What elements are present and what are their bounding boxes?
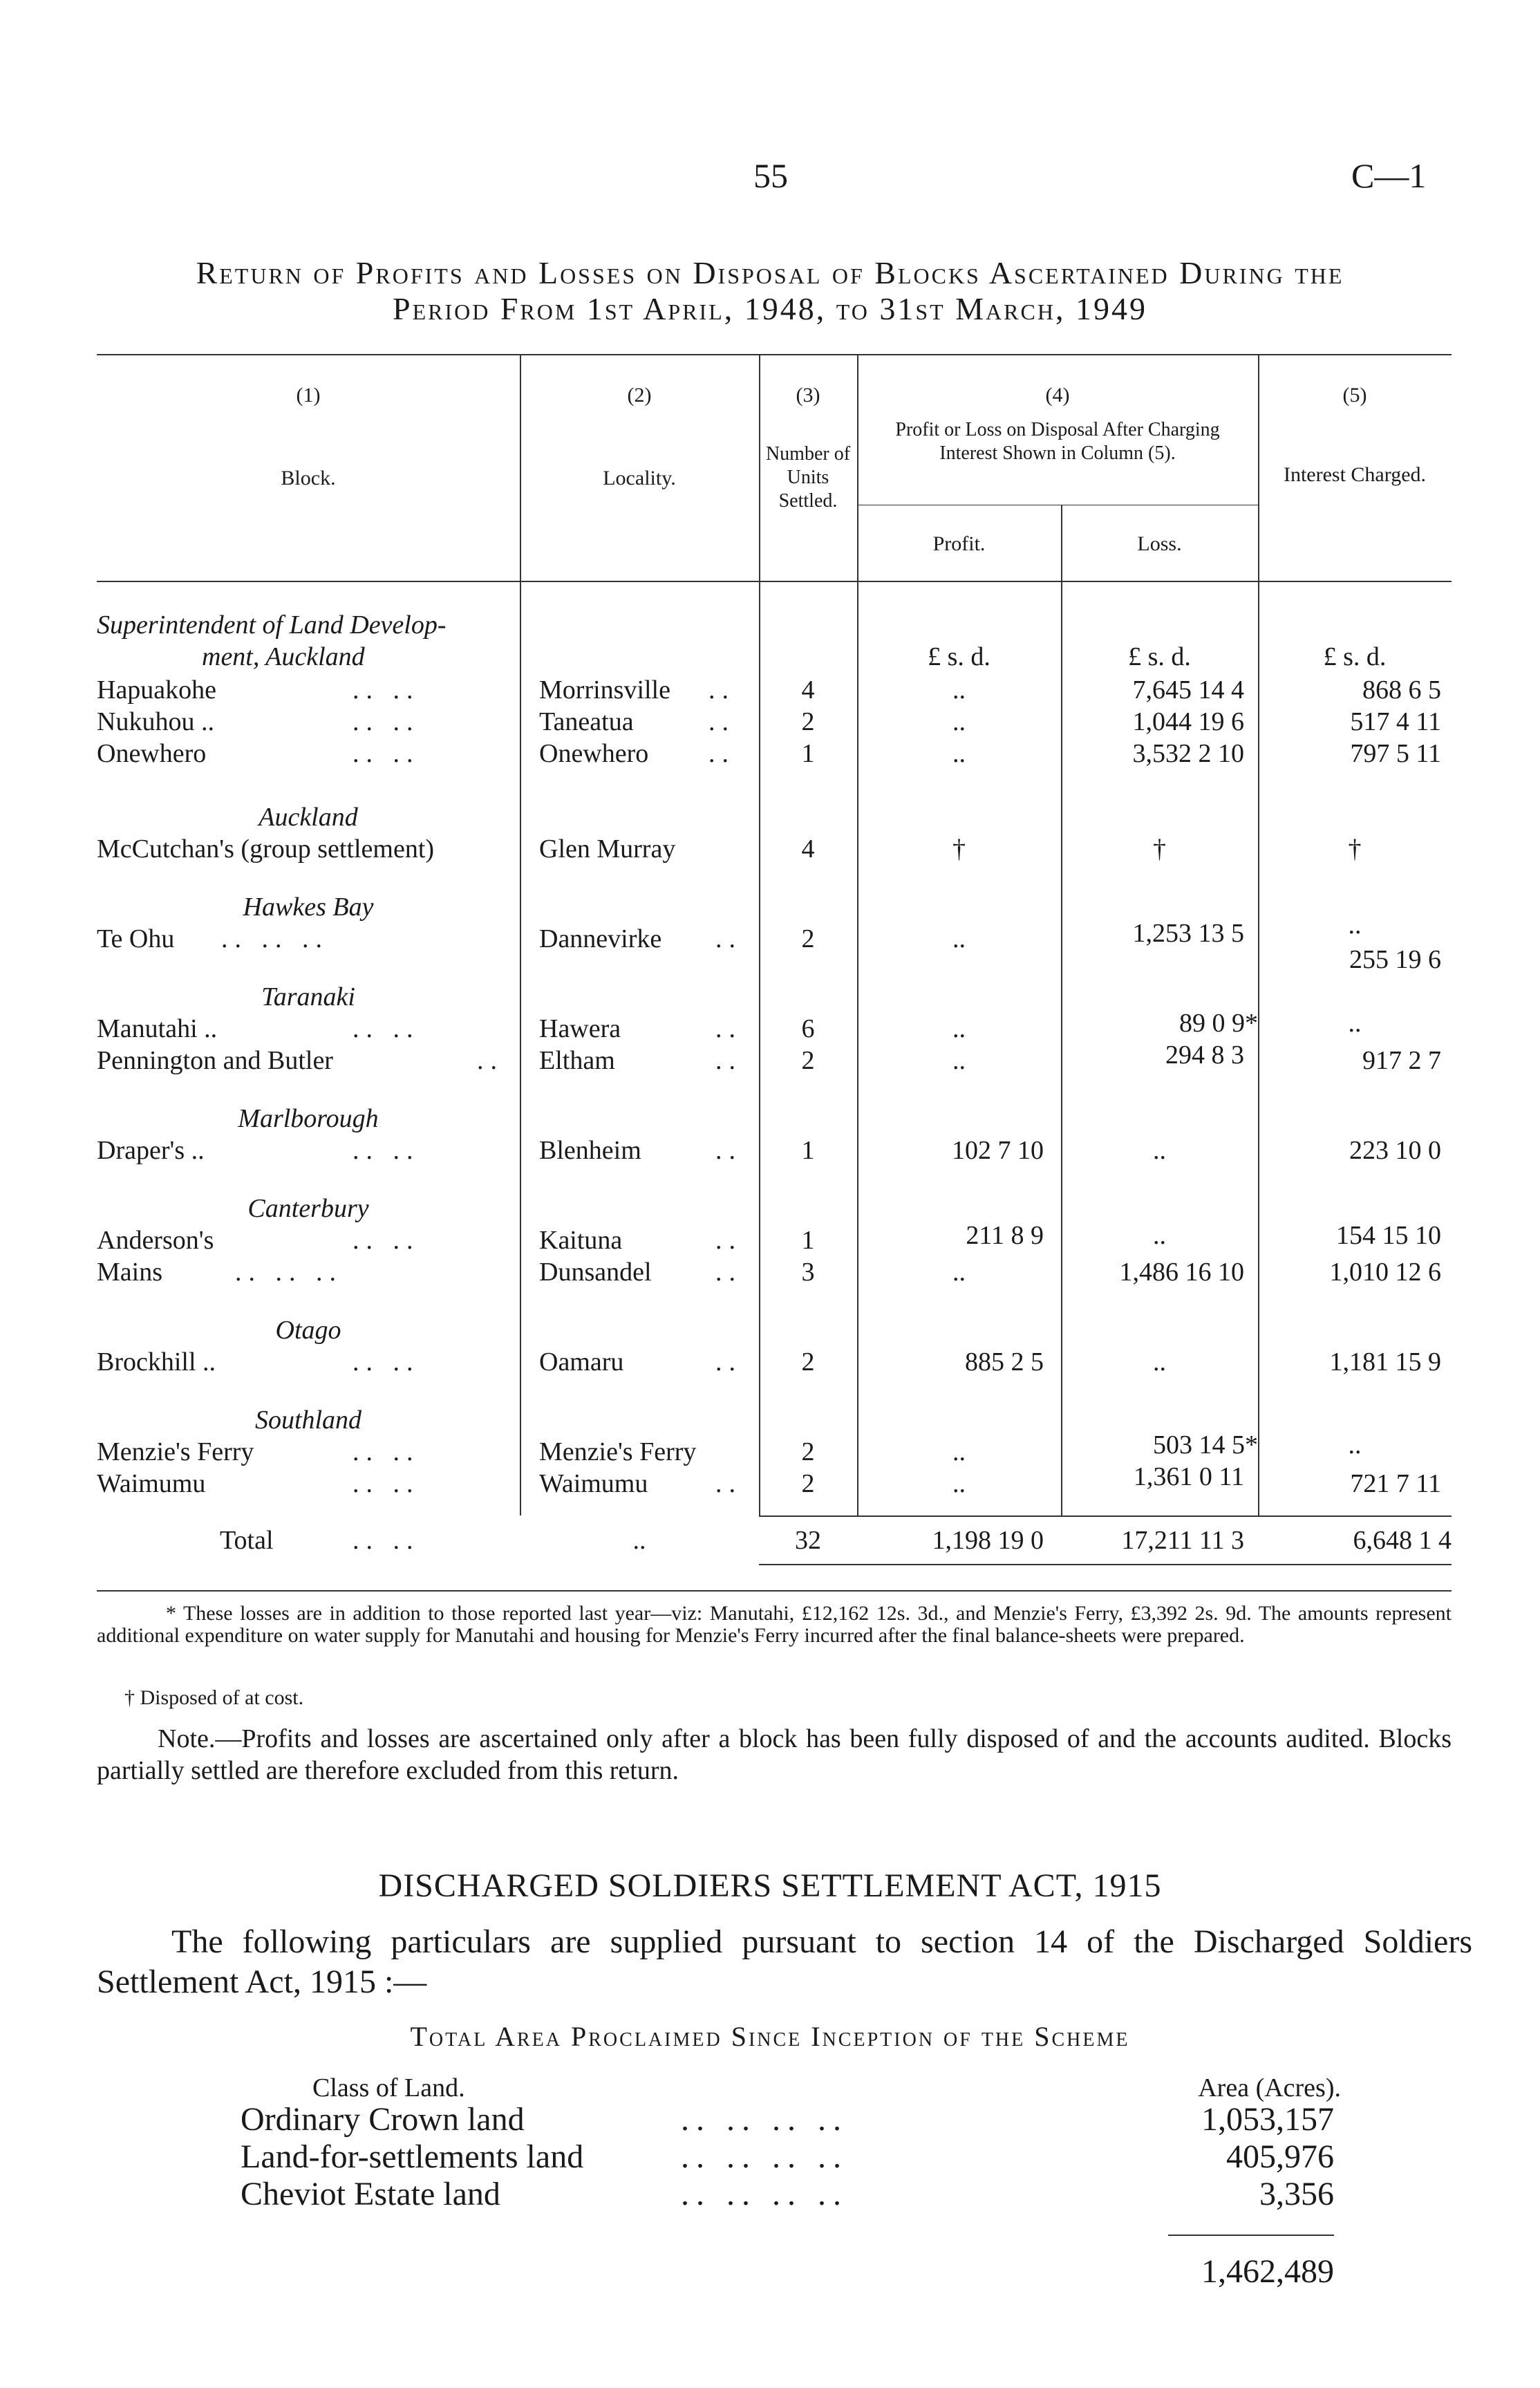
total-loss: 17,211 11 3 bbox=[1121, 1526, 1244, 1555]
locality: Glen Murray bbox=[539, 834, 676, 864]
interest-charged: 517 4 11 bbox=[1350, 707, 1441, 736]
units-settled: 3 bbox=[801, 1258, 815, 1287]
block-name: Te Ohu bbox=[97, 924, 175, 953]
leader-dots: .. bbox=[715, 1226, 742, 1255]
locality: Kaituna bbox=[539, 1226, 623, 1255]
region-heading: Hawkes Bay bbox=[243, 893, 374, 922]
block-name: Onewhero bbox=[97, 739, 207, 768]
interest-charged: 1,181 15 9 bbox=[1329, 1347, 1441, 1377]
region-heading: Otago bbox=[275, 1316, 341, 1345]
header-bottom-rule bbox=[97, 581, 1452, 582]
note-paragraph: Note.—Profits and losses are ascertained only after a block has been fully disposed of and the accounts audited. Blocks partially settled are therefore excluded from this return. bbox=[97, 1724, 1452, 1785]
leader-dots: .. bbox=[715, 1258, 742, 1287]
profit: .. bbox=[952, 675, 966, 705]
units-settled: 2 bbox=[801, 1347, 815, 1377]
units-settled: 4 bbox=[801, 834, 815, 864]
locality: Oamaru bbox=[539, 1347, 624, 1377]
profit: 885 2 5 bbox=[965, 1347, 1044, 1377]
leader-dots: .. bbox=[715, 1046, 742, 1075]
interest-charged: 721 7 11 bbox=[1350, 1469, 1441, 1498]
land-class-label: Ordinary Crown land bbox=[241, 2101, 525, 2138]
col2-header: Locality. bbox=[603, 467, 676, 489]
region-heading: Canterbury bbox=[247, 1194, 369, 1223]
interest-charged: 917 2 7 bbox=[1362, 1046, 1441, 1075]
leader-dots: .. .. bbox=[353, 739, 420, 768]
footnote-losses: * These losses are in addition to those reported last year—viz: Manutahi, £12,162 12s. 3d., and Menzie's Ferry, £3,392 2s. 9d. The amounts represent additional expenditure on water supply for Manutahi and housing for Menzie's Ferry incurred after the final balance-sheets were prepared. bbox=[97, 1602, 1452, 1647]
units-settled: 2 bbox=[801, 1469, 815, 1498]
loss: 89 0 9* bbox=[1179, 1009, 1258, 1038]
leader-dots: .. bbox=[708, 707, 735, 736]
units-settled: 4 bbox=[801, 675, 815, 705]
profit: 102 7 10 bbox=[952, 1136, 1044, 1165]
loss: .. bbox=[1153, 1136, 1166, 1165]
leader-dots: .. bbox=[715, 1347, 742, 1377]
locality: Blenheim bbox=[539, 1136, 641, 1165]
block-name: Draper's .. bbox=[97, 1136, 205, 1165]
loss: .. bbox=[1153, 1221, 1166, 1250]
profit: 211 8 9 bbox=[966, 1221, 1044, 1250]
region-heading: Superintendent of Land Develop- bbox=[97, 610, 447, 640]
profit: .. bbox=[952, 1014, 966, 1043]
profit: .. bbox=[952, 1469, 966, 1498]
leader-dots: .. bbox=[715, 1136, 742, 1165]
leader-dots: .. .. bbox=[353, 707, 420, 736]
locality: Menzie's Ferry bbox=[539, 1437, 697, 1466]
table-title-line1: Return of Profits and Losses on Disposal of Blocks Ascertained During the bbox=[196, 255, 1344, 290]
leader-dots: .. bbox=[715, 1014, 742, 1043]
total-bottom-rule bbox=[759, 1564, 1452, 1565]
col4-profit-header: Profit. bbox=[932, 532, 986, 555]
interest-charged: 797 5 11 bbox=[1350, 739, 1441, 768]
interest-charged: .. bbox=[1348, 911, 1362, 940]
col4-loss-header: Loss. bbox=[1137, 532, 1182, 555]
region-heading: Auckland bbox=[259, 803, 358, 832]
col1-header: Block. bbox=[281, 467, 336, 489]
locality: Hawera bbox=[539, 1014, 621, 1043]
act-heading: DISCHARGED SOLDIERS SETTLEMENT ACT, 1915 bbox=[378, 1867, 1162, 1904]
region-heading: Marlborough bbox=[238, 1104, 379, 1133]
interest-charged: 154 15 10 bbox=[1336, 1221, 1441, 1250]
table-title-line2: Period From 1st April, 1948, to 31st March, 1949 bbox=[393, 291, 1147, 326]
leader-dots: .. bbox=[708, 675, 735, 705]
loss: 7,645 14 4 bbox=[1132, 675, 1244, 705]
table-top-rule bbox=[97, 354, 1452, 355]
profit: .. bbox=[952, 739, 966, 768]
interest-charged: .. bbox=[1348, 1009, 1362, 1038]
region-heading: Taranaki bbox=[261, 982, 355, 1011]
interest-charged: 223 10 0 bbox=[1349, 1136, 1441, 1165]
land-class-label: Land-for-settlements land bbox=[241, 2138, 584, 2175]
loss: 294 8 3 bbox=[1165, 1041, 1244, 1070]
total-area: 1,462,489 bbox=[1201, 2253, 1334, 2290]
locality: Morrinsville bbox=[539, 675, 670, 705]
leader-dots: .. .. bbox=[353, 1226, 420, 1255]
profit-unit-label: £ s. d. bbox=[928, 642, 990, 671]
block-name: Pennington and Butler bbox=[97, 1046, 333, 1075]
block-name: Manutahi .. bbox=[97, 1014, 218, 1043]
leader-dots: .. .. bbox=[353, 1469, 420, 1498]
block-name: Menzie's Ferry bbox=[97, 1437, 254, 1466]
profit: .. bbox=[952, 924, 966, 953]
interest-unit-label: £ s. d. bbox=[1323, 642, 1387, 671]
profit: † bbox=[952, 834, 966, 864]
area-header: Area (Acres). bbox=[1198, 2073, 1341, 2102]
loss: 3,532 2 10 bbox=[1132, 739, 1244, 768]
profit: .. bbox=[952, 707, 966, 736]
locality: Taneatua bbox=[539, 707, 634, 736]
leader-dots: .. .. .. bbox=[235, 1258, 343, 1287]
loss: 1,486 16 10 bbox=[1119, 1258, 1244, 1287]
leader-dots: .. .. .. .. bbox=[681, 2176, 848, 2212]
profit: .. bbox=[952, 1046, 966, 1075]
total-label: Total bbox=[220, 1526, 274, 1555]
interest-charged: .. bbox=[1348, 1430, 1362, 1459]
col2-number: (2) bbox=[627, 384, 652, 407]
loss: 503 14 5* bbox=[1153, 1430, 1258, 1459]
block-name: McCutchan's (group settlement) bbox=[97, 834, 435, 864]
act-intro: The following particulars are supplied pursuant to section 14 of the Discharged Soldiers Settlement Act, 1915 :— bbox=[97, 1923, 1472, 2000]
col4-header: Profit or Loss on Disposal After Charging Interest Shown in Column (5). bbox=[895, 419, 1220, 464]
col1-number: (1) bbox=[296, 384, 321, 407]
loss-unit-label: £ s. d. bbox=[1128, 642, 1191, 671]
page-reference: C—1 bbox=[1351, 156, 1427, 195]
locality: Onewhero bbox=[539, 739, 649, 768]
land-class-area: 3,356 bbox=[1259, 2176, 1334, 2212]
block-name: Hapuakohe bbox=[97, 675, 217, 705]
leader-dots: .. .. bbox=[353, 1014, 420, 1043]
units-settled: 2 bbox=[801, 1046, 815, 1075]
interest-charged: 255 19 6 bbox=[1349, 945, 1441, 974]
interest-charged: 868 6 5 bbox=[1362, 675, 1441, 705]
land-class-area: 405,976 bbox=[1226, 2138, 1334, 2175]
class-of-land-header: Class of Land. bbox=[312, 2073, 465, 2102]
loss: 1,044 19 6 bbox=[1132, 707, 1244, 736]
locality: Dannevirke bbox=[539, 924, 662, 953]
units-settled: 1 bbox=[801, 739, 815, 768]
leader-dots: .. .. .. .. bbox=[681, 2101, 848, 2138]
loss: † bbox=[1153, 834, 1166, 864]
leader-dots: .. bbox=[715, 1469, 742, 1498]
table-bottom-rule bbox=[97, 1590, 1452, 1592]
sum-rule bbox=[1168, 2235, 1334, 2236]
leader-dots: .. .. bbox=[353, 1437, 420, 1466]
units-settled: 6 bbox=[801, 1014, 815, 1043]
leader-dots: .. bbox=[477, 1046, 504, 1075]
total-top-rule bbox=[759, 1515, 1452, 1517]
leader-dots: .. .. .. .. bbox=[681, 2138, 848, 2175]
block-name: Mains bbox=[97, 1258, 162, 1287]
total-locality: .. bbox=[632, 1526, 646, 1555]
land-class-label: Cheviot Estate land bbox=[241, 2176, 500, 2212]
interest-charged: 1,010 12 6 bbox=[1329, 1258, 1441, 1287]
loss: 1,253 13 5 bbox=[1132, 919, 1244, 948]
footnote-dagger: † Disposed of at cost. bbox=[124, 1686, 304, 1709]
profit: .. bbox=[952, 1258, 966, 1287]
loss: 1,361 0 11 bbox=[1133, 1462, 1244, 1491]
region-heading: ment, Auckland bbox=[202, 642, 365, 671]
leader-dots: .. .. bbox=[353, 1347, 420, 1377]
col3-number: (3) bbox=[796, 384, 820, 407]
col5-number: (5) bbox=[1342, 384, 1367, 407]
units-settled: 2 bbox=[801, 1437, 815, 1466]
locality: Waimumu bbox=[539, 1469, 648, 1498]
locality: Dunsandel bbox=[539, 1258, 652, 1287]
col4-number: (4) bbox=[1045, 384, 1070, 407]
interest-charged: † bbox=[1348, 834, 1362, 864]
block-name: Anderson's bbox=[97, 1226, 214, 1255]
col-divider-1 bbox=[520, 354, 521, 1515]
block-name: Nukuhou .. bbox=[97, 707, 214, 736]
total-profit: 1,198 19 0 bbox=[932, 1526, 1044, 1555]
units-settled: 1 bbox=[801, 1136, 815, 1165]
profit: .. bbox=[952, 1437, 966, 1466]
leader-dots: .. bbox=[715, 924, 742, 953]
total-interest: 6,648 1 4 bbox=[1353, 1526, 1452, 1555]
block-name: Brockhill .. bbox=[97, 1347, 216, 1377]
leader-dots: .. .. .. bbox=[221, 924, 329, 953]
leader-dots: .. bbox=[708, 739, 735, 768]
total-units: 32 bbox=[795, 1526, 821, 1555]
block-name: Waimumu bbox=[97, 1469, 206, 1498]
locality: Eltham bbox=[539, 1046, 615, 1075]
col3-header: Number of Units Settled. bbox=[765, 443, 851, 512]
leader-dots: .. .. bbox=[353, 675, 420, 705]
loss: .. bbox=[1153, 1347, 1166, 1377]
land-class-area: 1,053,157 bbox=[1201, 2101, 1334, 2138]
leader-dots: .. .. bbox=[353, 1136, 420, 1165]
region-heading: Southland bbox=[254, 1406, 362, 1435]
page-number: 55 bbox=[753, 156, 788, 195]
col5-header: Interest Charged. bbox=[1283, 463, 1427, 486]
act-subheading: Total Area Proclaimed Since Inception of the Scheme bbox=[410, 2021, 1130, 2052]
units-settled: 1 bbox=[801, 1226, 815, 1255]
units-settled: 2 bbox=[801, 707, 815, 736]
units-settled: 2 bbox=[801, 924, 815, 953]
leader-dots: .. .. bbox=[353, 1526, 420, 1555]
